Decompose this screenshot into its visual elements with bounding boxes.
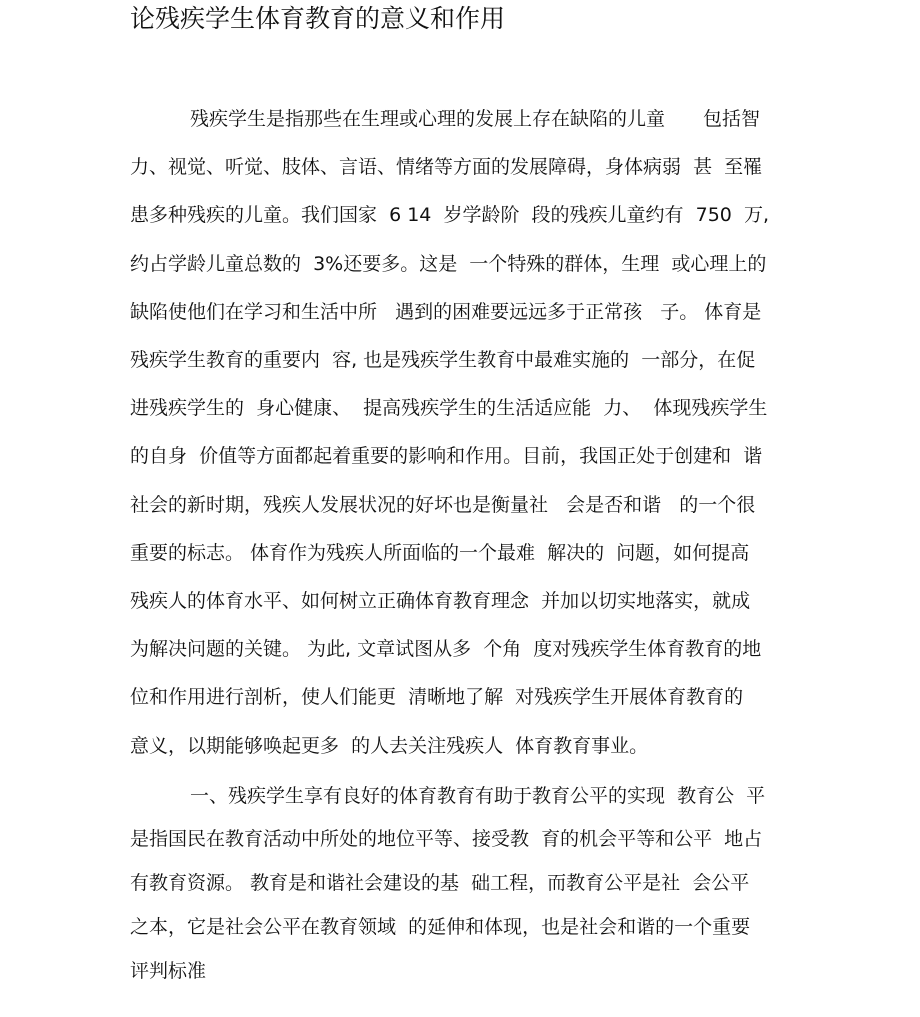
paragraph-1-line: 进残疾学生的 身心健康、 提高残疾学生的生活适应能 力、 体现残疾学生: [130, 397, 768, 419]
paragraph-1-line: 残疾学生是指那些在生理或心理的发展上存在缺陷的儿童 包括智: [190, 108, 761, 130]
paragraph-1-line: 意义，以期能够唤起更多 的人去关注残疾人 体育教育事业。: [130, 735, 649, 757]
paragraph-2-line: 之本，它是社会公平在教育领域 的延伸和体现，也是社会和谐的一个重要: [130, 916, 751, 938]
paragraph-2-line: 是指国民在教育活动中所处的地位平等、接受教 育的机会平等和公平 地占: [130, 828, 763, 850]
paragraph-1-line: 缺陷使他们在学习和生活中所 遇到的困难要远远多于正常孩 子。 体育是: [130, 301, 762, 323]
paragraph-2-line: 评判标准: [130, 960, 207, 982]
paragraph-1-line: 约占学龄儿童总数的 3%还要多。这是 一个特殊的群体，生理 或心理上的: [130, 253, 767, 275]
paragraph-1-line: 重要的标志。 体育作为残疾人所面临的一个最难 解决的 问题，如何提高: [130, 542, 750, 564]
paragraph-1-line: 为解决问题的关键。 为此, 文章试图从多 个角 度对残疾学生体育教育的地: [130, 638, 762, 660]
paragraph-2-line: 一、残疾学生享有良好的体育教育有助于教育公平的实现 教育公 平: [190, 785, 766, 807]
paragraph-1-line: 残疾学生教育的重要内 容, 也是残疾学生教育中最难实施的 一部分，在促: [130, 349, 756, 371]
paragraph-1-line: 社会的新时期，残疾人发展状况的好坏也是衡量社 会是否和谐 的一个很: [130, 494, 756, 516]
paragraph-1-line: 患多种残疾的儿童。我们国家 6 14 岁学龄阶 段的残疾儿童约有 750 万,: [130, 204, 770, 226]
paragraph-1-line: 位和作用进行剖析，使人们能更 清晰地了解 对残疾学生开展体育教育的: [130, 686, 744, 708]
paragraph-1-line: 力、视觉、听觉、肢体、言语、情绪等方面的发展障碍，身体病弱 甚 至罹: [130, 156, 763, 178]
paragraph-1-line: 的自身 价值等方面都起着重要的影响和作用。目前，我国正处于创建和 谐: [130, 445, 763, 467]
document-title: 论残疾学生体育教育的意义和作用: [130, 4, 506, 33]
paragraph-2-line: 有教育资源。 教育是和谐社会建设的基 础工程，而教育公平是社 会公平: [130, 872, 750, 894]
paragraph-1-line: 残疾人的体育水平、如何树立正确体育教育理念 并加以切实地落实，就成: [130, 590, 751, 612]
